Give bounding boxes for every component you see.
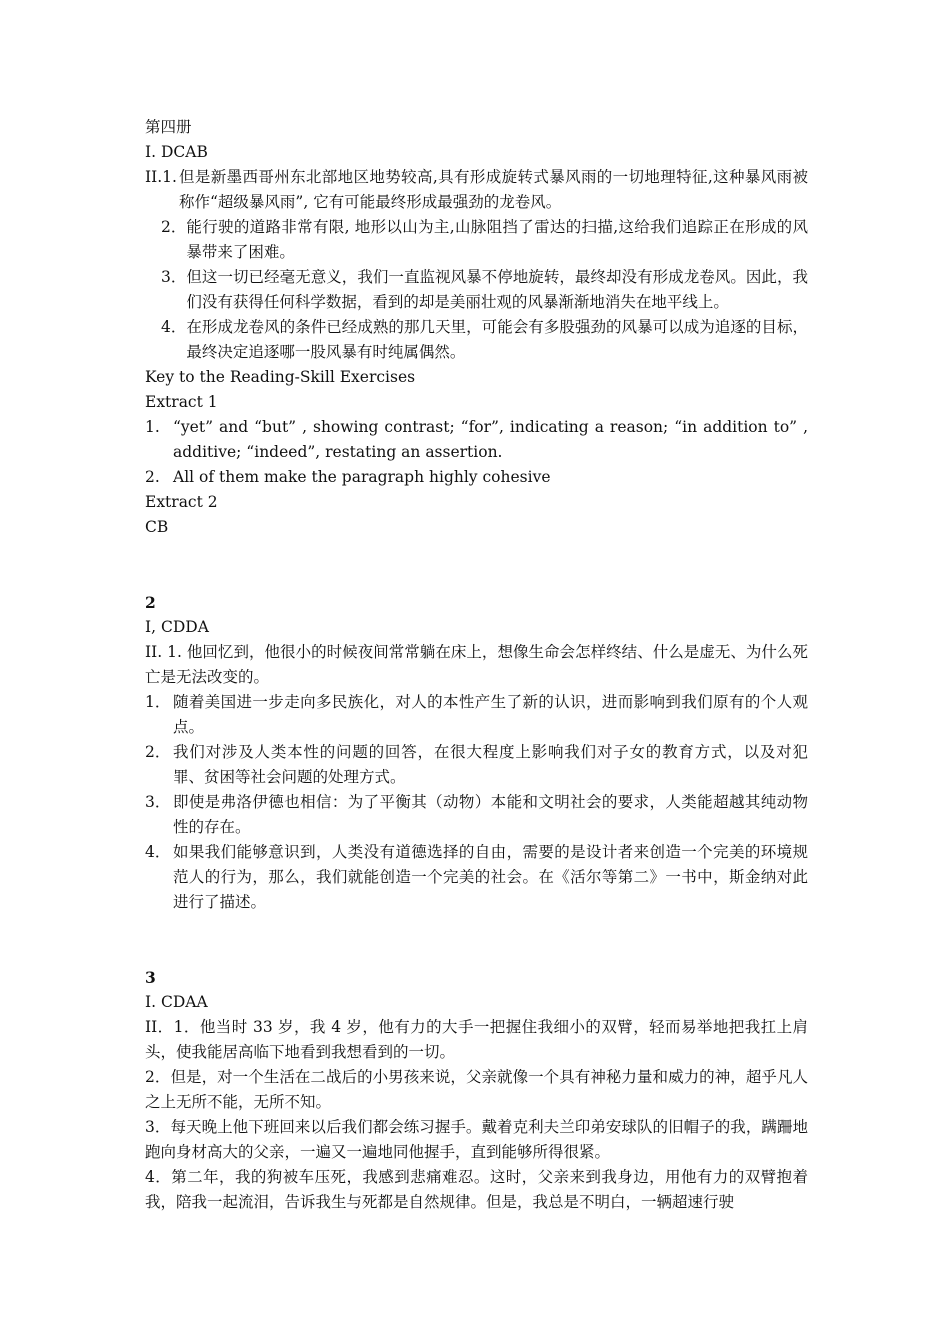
unit-3-part1-answers: I. CDAA <box>145 993 208 1011</box>
unit-2-translation-item <box>145 840 808 915</box>
item-number: 3． <box>161 268 187 286</box>
item-text: All of them make the paragraph highly cohesive <box>173 468 551 486</box>
item-text: 随着美国进一步走向多民族化，对人的本性产生了新的认识，进而影响到我们原有的个人观点。 <box>173 693 808 736</box>
item-number: 4． <box>145 843 171 861</box>
item-number: 2． <box>161 218 187 236</box>
unit-3-translation-paragraph: 3．每天晚上他下班回来以后我们都会练习握手。戴着克利夫兰印弟安球队的旧帽子的我，蹒跚地跑向身材高大的父亲，一遍又一遍地同他握手，直到能够所得很紧。 <box>145 1118 808 1161</box>
book4-translation-item <box>145 215 808 265</box>
item-number: II.1. <box>145 168 177 186</box>
key-title: Key to the Reading-Skill Exercises <box>145 368 416 386</box>
unit-2-part1-answers: I, CDDA <box>145 618 209 636</box>
item-text: 但这一切已经毫无意义，我们一直监视风暴不停地旋转，最终却没有形成龙卷风。因此，我们没有获得任何科学数据，看到的却是美丽壮观的风暴渐渐地消失在地平线上。 <box>186 268 808 311</box>
item-text: 在形成龙卷风的条件已经成熟的那几天里，可能会有多股强劲的风暴可以成为追逐的目标，最终决定追逐哪一股风暴有时纯属偶然。 <box>186 318 808 361</box>
unit-3-translation-paragraph: II．1．他当时 33 岁，我 4 岁，他有力的大手一把握住我细小的双臂，轻而易举地把我扛上肩头，使我能居高临下地看到我想看到的一切。 <box>145 1018 808 1061</box>
item-text: 即使是弗洛伊德也相信：为了平衡其（动物）本能和文明社会的要求，人类能超越其纯动物性的存在。 <box>173 793 808 836</box>
unit-2-translation-item <box>145 790 808 840</box>
extract-2-label: Extract 2 <box>145 493 218 511</box>
book4-translation-item <box>145 315 808 365</box>
item-number: 1. <box>145 418 160 436</box>
document-page <box>145 115 808 1215</box>
item-text: 但是新墨西哥州东北部地区地势较高,具有形成旋转式暴风雨的一切地理特征,这种暴风雨被称作“超级暴风雨”, 它有可能最终形成最强劲的龙卷风。 <box>179 168 808 211</box>
unit-3-translation-paragraph: 4．第二年，我的狗被车压死，我感到悲痛难忍。这时，父亲来到我身边，用他有力的双臂抱着我，陪我一起流泪，告诉我生与死都是自然规律。但是，我总是不明白，一辆超速行驶 <box>145 1168 808 1211</box>
book4-translation-item <box>145 165 808 215</box>
book-title: 第四册 <box>145 118 192 136</box>
unit-2-translation-item <box>145 690 808 740</box>
unit-3-heading: 3 <box>145 968 156 987</box>
unit-3-translation-paragraph: 2．但是，对一个生活在二战后的小男孩来说，父亲就像一个具有神秘力量和威力的神，超乎凡人之上无所不能，无所不知。 <box>145 1068 808 1111</box>
unit-2-translation-item <box>145 740 808 790</box>
item-text: 我们对涉及人类本性的问题的回答，在很大程度上影响我们对子女的教育方式，以及对犯罪、贫困等社会问题的处理方式。 <box>173 743 808 786</box>
item-number: 2． <box>145 743 171 761</box>
item-number: 1． <box>145 693 171 711</box>
unit-2-first-translation: II. 1. 他回忆到，他很小的时候夜间常常躺在床上，想像生命会怎样终结、什么是虚无、为什么死亡是无法改变的。 <box>145 643 808 686</box>
book4-part1-answers: I. DCAB <box>145 143 208 161</box>
extract-1-label: Extract 1 <box>145 393 218 411</box>
item-text: 能行驶的道路非常有限, 地形以山为主,山脉阻挡了雷达的扫描,这给我们追踪正在形成的风暴带来了困难。 <box>186 218 808 261</box>
item-number: 3． <box>145 793 171 811</box>
unit-2-heading: 2 <box>145 593 156 612</box>
item-number: 2. <box>145 468 160 486</box>
book4-translation-item <box>145 265 808 315</box>
item-number: 4． <box>161 318 187 336</box>
item-text: “yet” and “but” , showing contrast; “for”, indicating a reason; “in addition to” , additive; “indeed”, restating an assertion. <box>173 418 808 461</box>
extract-1-item <box>145 415 808 465</box>
extract-1-item <box>145 465 808 490</box>
extract-2-answer: CB <box>145 518 169 536</box>
item-text: 如果我们能够意识到，人类没有道德选择的自由，需要的是设计者来创造一个完美的环境规范人的行为，那么，我们就能创造一个完美的社会。在《活尔等第二》一书中，斯金纳对此进行了描述。 <box>173 843 808 911</box>
